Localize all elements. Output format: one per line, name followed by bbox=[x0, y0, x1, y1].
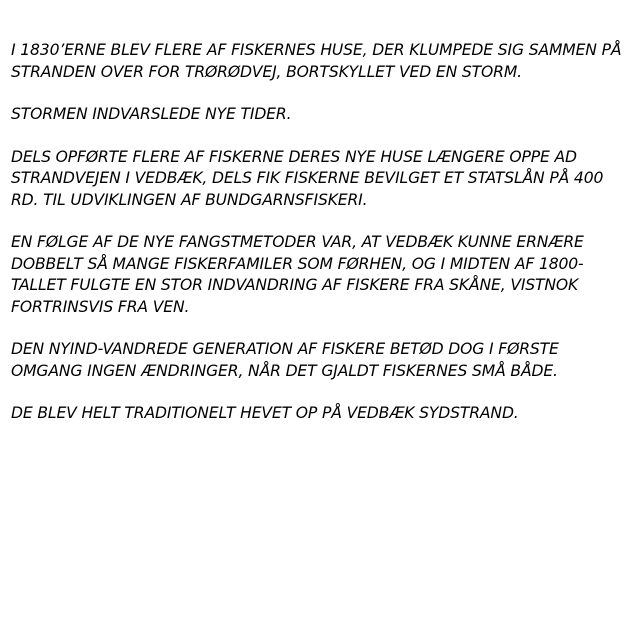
paragraph-1: I 1830’ERNE BLEV FLERE AF FISKERNES HUSE, DER KLUMPEDE SIG SAMMEN PÅ STRANDEN OVER FOR TRØRØDVEJ, BORTSKYLLET VED EN STORM. bbox=[11, 41, 622, 81]
paragraph-6: DE BLEV HELT TRADITIONELT HEVET OP PÅ VEDBÆK SYDSTRAND. bbox=[11, 404, 519, 422]
paragraph-2: STORMEN INDVARSLEDE NYE TIDER. bbox=[11, 105, 292, 123]
paragraph-5: DEN NYIND-VANDREDE GENERATION AF FISKERE BETØD DOG I FØRSTE OMGANG INGEN ÆNDRINGER, NÅR DET GJALDT FISKERNES SMÅ BÅDE. bbox=[11, 340, 559, 380]
paragraph-4: EN FØLGE AF DE NYE FANGSTMETODER VAR, AT VEDBÆK KUNNE ERNÆRE DOBBELT SÅ MANGE FISKERFAMILER SOM FØRHEN, OG I MIDTEN AF 1800-TALLET FULGTE EN STOR INDVANDRING AF FISKERE FRA SKÅNE, VISTNOK FORTRINSVIS FRA VEN. bbox=[11, 233, 584, 316]
paragraph-3: DELS OPFØRTE FLERE AF FISKERNE DERES NYE HUSE LÆNGERE OPPE AD STRANDVEJEN I VEDBÆK, DELS FIK FISKERNE BEVILGET ET STATSLÅN PÅ 400 RD. TIL UDVIKLINGEN AF BUNDGARNSFISKERI. bbox=[11, 147, 604, 209]
